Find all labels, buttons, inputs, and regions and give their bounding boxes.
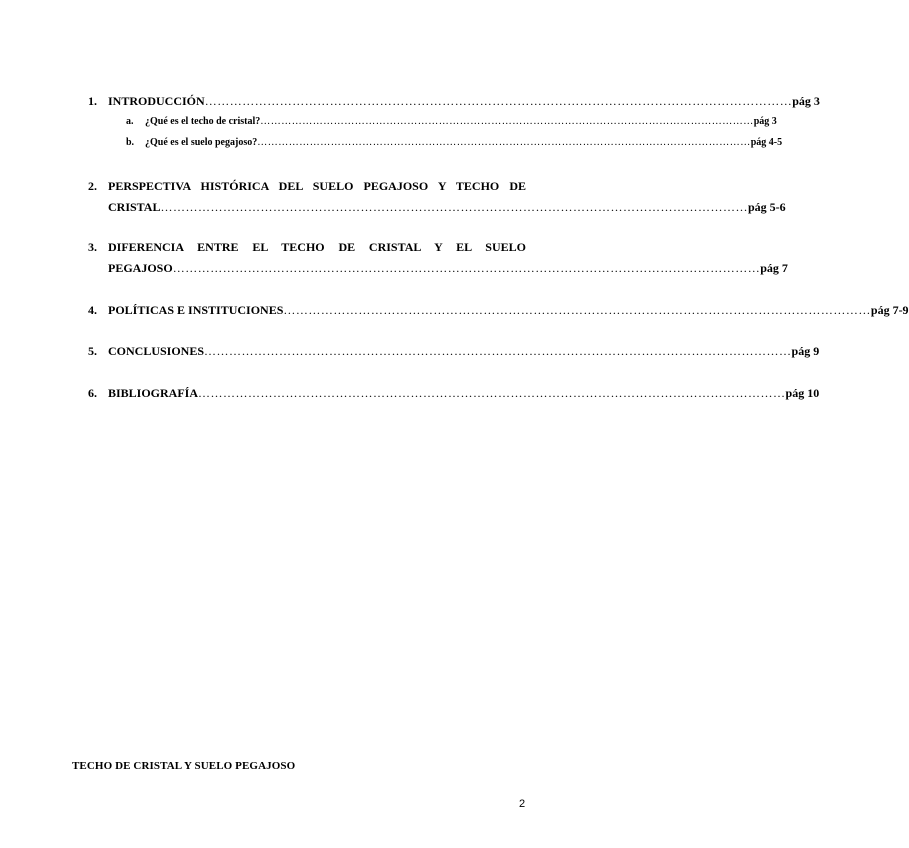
toc-leader-dots: …………………………………………………………………………………………………………………………… [204, 344, 792, 358]
toc-item-label: BIBLIOGRAFÍA [108, 386, 199, 400]
page-number: 2 [519, 798, 526, 810]
toc-subitem-page: pág 4-5 [750, 137, 783, 148]
footer-document-title: TECHO DE CRISTAL Y SUELO PEGAJOSO [72, 760, 296, 772]
toc-item-5 [88, 344, 820, 360]
toc-leader-dots: …………………………………………………………………………………………………………………………… [283, 303, 871, 317]
toc-subitem-label: ¿Qué es el techo de cristal? [145, 116, 261, 127]
toc-item-label: CONCLUSIONES [108, 344, 205, 358]
toc-item-number: 1. [88, 94, 97, 108]
toc-item-label-line1: DIFERENCIA ENTRE EL TECHO DE CRISTAL Y EL SUELO [108, 240, 526, 254]
toc-item-1 [88, 94, 820, 110]
toc-item-page: pág 9 [791, 344, 820, 358]
toc-leader-dots: …………………………………………………………………………………………………………………………… [204, 94, 793, 108]
toc-item-page: pág 10 [785, 386, 820, 400]
toc-item-label-line1: PERSPECTIVA HISTÓRICA DEL SUELO PEGAJOSO Y TECHO DE [108, 179, 526, 193]
toc-subitem-letter: a. [126, 116, 134, 127]
toc-item-6 [88, 386, 820, 402]
toc-item-page: pág 5-6 [747, 200, 786, 214]
toc-leader-dots: …………………………………………………………………………………………………………………………… [160, 200, 748, 214]
toc-item-4 [88, 303, 909, 319]
toc-subitem-label: ¿Qué es el suelo pegajoso? [145, 137, 258, 148]
toc-leader-dots: …………………………………………………………………………………………………………………………… [260, 116, 754, 127]
toc-item-number: 2. [88, 179, 97, 193]
toc-item-page: pág 7 [760, 261, 788, 275]
toc-item-label: POLÍTICAS E INSTITUCIONES [108, 303, 284, 317]
toc-item-number: 3. [88, 240, 97, 254]
toc-subitem-letter: b. [126, 137, 135, 148]
toc-subitem-b [126, 137, 783, 151]
toc-subitem-a [126, 116, 777, 130]
toc-item-page: pág 3 [792, 94, 820, 108]
toc-item-page: pág 7-9 [870, 303, 909, 317]
toc-item-label-line2: PEGAJOSO [108, 261, 173, 275]
toc-leader-dots: …………………………………………………………………………………………………………………………… [198, 386, 786, 400]
toc-item-3 [88, 240, 788, 280]
toc-item-label: INTRODUCCIÓN [108, 94, 205, 108]
toc-item-2 [88, 179, 786, 219]
toc-item-number: 5. [88, 344, 97, 358]
toc-item-label-line2: CRISTAL [108, 200, 161, 214]
toc-item-number: 4. [88, 303, 97, 317]
toc-leader-dots: …………………………………………………………………………………………………………………………… [257, 137, 751, 148]
toc-item-number: 6. [88, 386, 97, 400]
toc-leader-dots: …………………………………………………………………………………………………………………………… [172, 261, 761, 275]
toc-subitem-page: pág 3 [753, 116, 777, 127]
